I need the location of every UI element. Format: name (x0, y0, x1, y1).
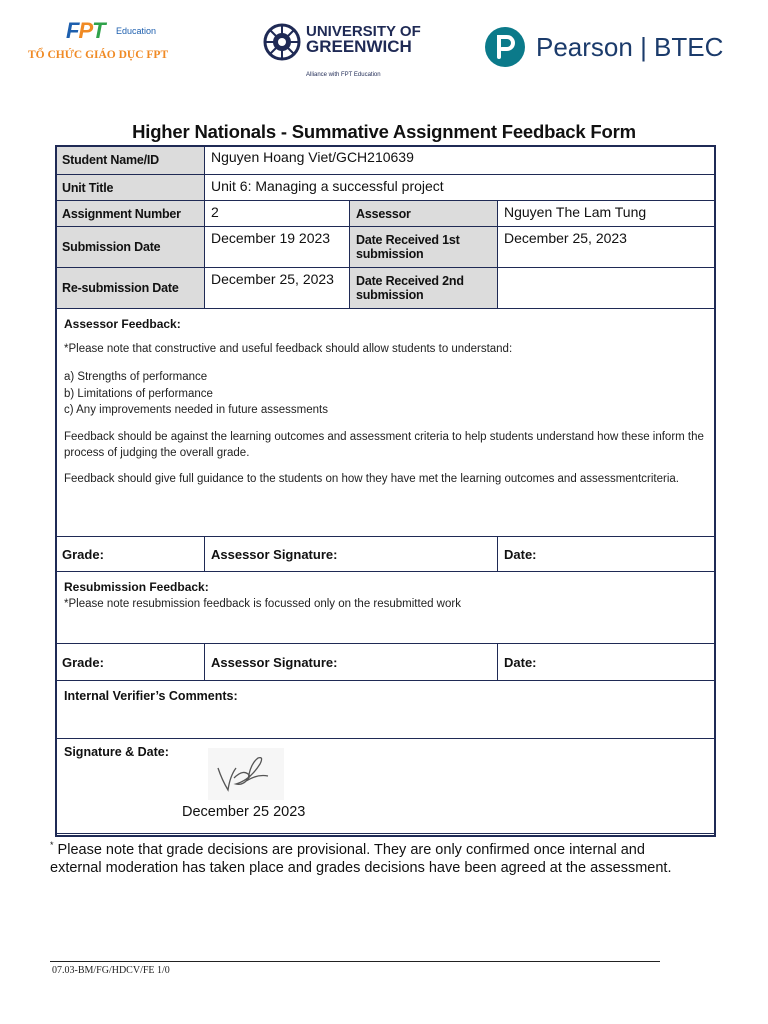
date-received-2nd-value (498, 268, 715, 309)
internal-verifier-heading: Internal Verifier’s Comments: (64, 689, 238, 703)
date-received-2nd-label: Date Received 2nd submission (350, 268, 498, 309)
grade-disclaimer-note (50, 836, 690, 878)
assessor-signature-label-1: Assessor Signature: (205, 537, 498, 572)
unit-row (56, 175, 715, 201)
resubmission-feedback-row (56, 572, 715, 644)
pearson-btec-logo (484, 26, 724, 76)
assessor-feedback-paragraph-1: Feedback should be against the learning outcomes and assessment criteria to help students understand how these inform the process of judging the overall grade. (64, 430, 704, 459)
grade-label-1: Grade: (56, 537, 205, 572)
assessor-feedback-paragraph-2: Feedback should give full guidance to the students on how they have met the learning outcomes and assessmentcriteria. (64, 472, 679, 485)
list-item: c) Any improvements needed in future assessments (64, 404, 328, 416)
assessor-feedback-list (64, 369, 706, 419)
greenwich-wordmark: UNIVERSITY OF GREENWICH (306, 23, 421, 56)
greenwich-crest-icon (262, 22, 302, 62)
submission-row (56, 227, 715, 268)
date-label-2: Date: (498, 644, 715, 681)
handwritten-signature-icon (208, 748, 284, 800)
pearson-p-icon (484, 26, 526, 68)
resubmission-feedback-heading: Resubmission Feedback: (64, 580, 209, 594)
footer-document-code: 07.03-BM/FG/HDCV/FE 1/0 (52, 965, 170, 976)
resubmission-row (56, 268, 715, 309)
assessor-signature-label-2: Assessor Signature: (205, 644, 498, 681)
grade-label-2: Grade: (56, 644, 205, 681)
fpt-education-label: Education (116, 26, 157, 36)
unit-title-value: Unit 6: Managing a successful project (205, 175, 715, 201)
signature-row (56, 739, 715, 834)
grade-row-1 (56, 537, 715, 572)
assessor-value: Nguyen The Lam Tung (498, 201, 715, 227)
assessor-label: Assessor (350, 201, 498, 227)
footer-divider (50, 961, 660, 962)
resubmission-date-label: Re-submission Date (56, 268, 205, 309)
grade-row-2 (56, 644, 715, 681)
footnote-text: Please note that grade decisions are provisional. They are only confirmed once internal and external moderation has taken place and grades decisions have been agreed at the assessment. (50, 841, 672, 877)
date-label-1: Date: (498, 537, 715, 572)
assessor-feedback-row (56, 309, 715, 537)
date-received-1st-value: December 25, 2023 (498, 227, 715, 268)
assessor-feedback-heading: Assessor Feedback: (64, 317, 181, 331)
greenwich-alliance-label: Alliance with FPT Education (306, 72, 381, 78)
submission-date-value: December 19 2023 (205, 227, 350, 268)
assignment-row (56, 201, 715, 227)
assignment-number-label: Assignment Number (56, 201, 205, 227)
resubmission-feedback-box (56, 572, 715, 644)
resubmission-date-value: December 25, 2023 (205, 268, 350, 309)
pearson-btec-wordmark: Pearson | BTEC (536, 32, 724, 62)
list-item: b) Limitations of performance (64, 387, 213, 400)
university-of-greenwich-logo (262, 22, 422, 84)
feedback-form-table (55, 145, 715, 834)
internal-verifier-box (56, 681, 715, 739)
list-item: a) Strengths of performance (64, 371, 208, 383)
assessor-feedback-box (56, 309, 715, 537)
student-name-value: Nguyen Hoang Viet/GCH210639 (205, 146, 715, 175)
signature-date-label: Signature & Date: (64, 745, 169, 759)
page-title: Higher Nationals - Summative Assignment Feedback Form (132, 121, 636, 142)
fpt-organization-name: TỔ CHỨC GIÁO DỤC FPT (28, 49, 169, 61)
footnote-mark: * (50, 840, 54, 850)
date-received-1st-label: Date Received 1st submission (350, 227, 498, 268)
resubmission-feedback-note: *Please note resubmission feedback is focussed only on the resubmitted work (64, 598, 461, 610)
fpt-education-logo (28, 18, 206, 68)
assignment-number-value: 2 (205, 201, 350, 227)
student-name-label: Student Name/ID (56, 146, 205, 175)
signature-date-value: December 25 2023 (182, 804, 306, 820)
student-row (56, 146, 715, 175)
submission-date-label: Submission Date (56, 227, 205, 268)
assessor-feedback-note: *Please note that constructive and useful feedback should allow students to understand: (64, 343, 513, 355)
fpt-mark: FPT (66, 18, 105, 43)
internal-verifier-row (56, 681, 715, 739)
unit-title-label: Unit Title (56, 175, 205, 201)
signature-box (56, 739, 715, 834)
